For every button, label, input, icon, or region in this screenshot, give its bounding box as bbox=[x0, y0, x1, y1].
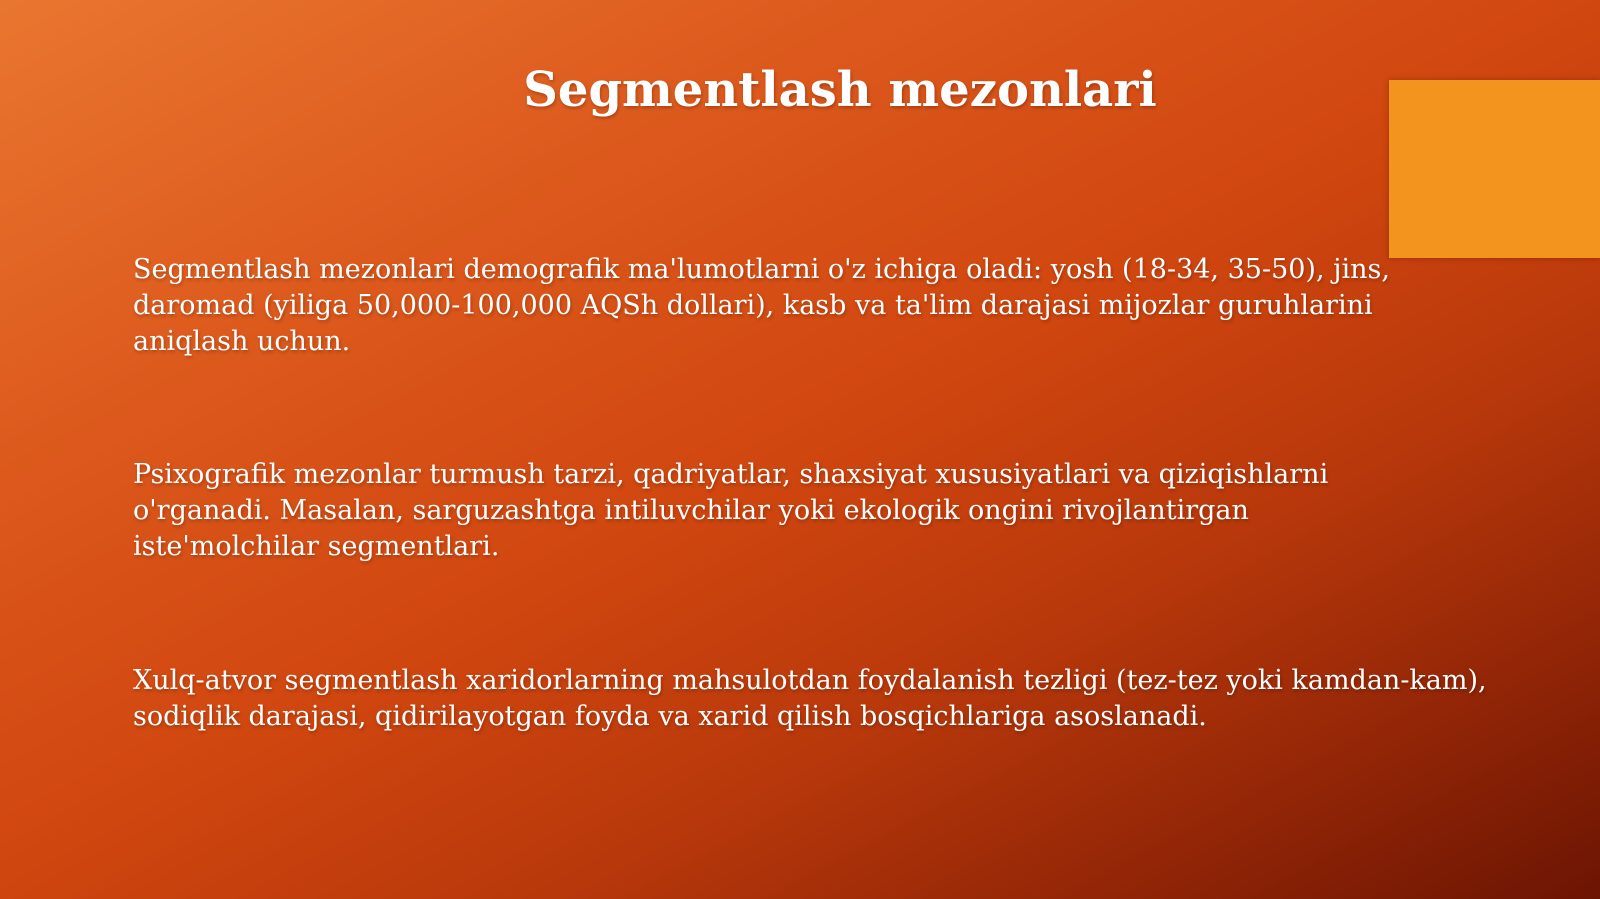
slide-title: Segmentlash mezonlari bbox=[523, 62, 1157, 118]
paragraph-psychographic: Psixografik mezonlar turmush tarzi, qadriyatlar, shaxsiyat xususiyatlari va qiziqishlarni o'rganadi. Masalan, sarguzashtga intiluvchilar yoki ekologik ongini rivojlantirgan iste'molchilar segmentlari. bbox=[133, 459, 1329, 562]
paragraph-demographic: Segmentlash mezonlari demografik ma'lumotlarni o'z ichiga oladi: yosh (18-34, 35-50), jins, daromad (yiliga 50,000-100,000 AQSh dollari), kasb va ta'lim darajasi mijozlar guruhlarini aniqlash uchun. bbox=[133, 254, 1390, 357]
paragraph-behavioral: Xulq-atvor segmentlash xaridorlarning mahsulotdan foydalanish tezligi (tez-tez yoki kamdan-kam), sodiqlik darajasi, qidirilayotgan foyda va xarid qilish bosqichlariga asoslanadi. bbox=[133, 665, 1487, 732]
